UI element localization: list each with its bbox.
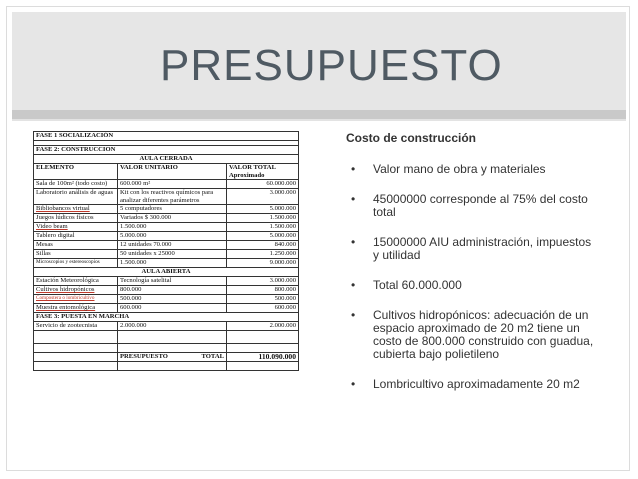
cell-total: 840.000 [227,241,299,250]
title-divider-light [12,119,626,121]
cell-total: 500.000 [227,295,299,304]
budget-table-image [33,131,305,429]
cell-elemento: Sillas [34,250,118,259]
fase2-label: FASE 2: CONSTRUCCION [34,146,299,155]
bullet-item [346,236,596,262]
cell-unitario: Tecnología satelital [118,277,227,286]
cell-total: 2.000.000 [227,322,299,331]
cell-elemento: Microscopios y estereoscopios [34,259,118,268]
table-row [34,277,299,286]
bullet-text: 15000000 AIU administración, impuestos y utilidad [373,235,592,262]
cell-unitario: 5 computadores [118,205,227,214]
table-row [34,205,299,214]
cell-total: 5.000.000 [227,205,299,214]
bullet-icon: • [351,278,356,292]
title-divider [12,110,626,119]
cell-elemento: Tablero digital [34,232,118,241]
table-row [34,295,299,304]
table-row [34,132,299,141]
cell-unitario: 12 unidades 70.000 [118,241,227,250]
table-row [34,304,299,313]
cell-unitario: Kit con los reactivos químicos para analizar diferentes parámetros [118,189,227,205]
table-row [34,189,299,205]
total-label: TOTAL [201,353,224,360]
bullet-text: Valor mano de obra y materiales [373,162,546,176]
cell-total: 800.000 [227,286,299,295]
cell-total: 1.500.000 [227,223,299,232]
table-total-row [34,353,299,362]
table-row [34,268,299,277]
table-row [34,180,299,189]
cell-total: 5.000.000 [227,232,299,241]
cell-total: 3.000.000 [227,189,299,205]
cell-unitario: 5.000.000 [118,232,227,241]
table-row [34,250,299,259]
cell-elemento: Sala de 100m² (todo costo) [34,180,118,189]
slide-title: PRESUPUESTO [160,41,503,90]
cell-total: 1.250.000 [227,250,299,259]
cell-unitario: 2.000.000 [118,322,227,331]
cell-elemento: Cultivos hidropónicos [34,286,118,295]
fase1-label: FASE 1 SOCIALIZACIÓN [34,132,299,141]
cell-total: 3.000.000 [227,277,299,286]
total-value: 110.090.000 [227,353,299,362]
presupuesto-label: PRESUPUESTO [120,353,168,360]
cell-elemento: Mesas [34,241,118,250]
fase3-label: FASE 3: PUESTA EN MARCHA [34,313,299,322]
cell-elemento: Juegos lúdicos físicos [34,214,118,223]
cell-total: 1.500.000 [227,214,299,223]
cell-elemento: Laboratorio análisis de aguas [34,189,118,205]
bullet-icon: • [351,235,356,249]
cell-unitario: 500.000 [118,295,227,304]
table-row [34,146,299,155]
header-elemento: ELEMENTO [34,164,118,180]
table-row [34,286,299,295]
bullet-text: Lombricultivo aproximadamente 20 m2 [373,377,580,391]
cell-elemento: Compostera o lombricultivo [34,295,118,304]
cell-unitario: 1.500.000 [118,259,227,268]
cell-elemento: Muestra entomológica [34,304,118,313]
bullet-text: Cultivos hidropónicos: adecuación de un espacio aproximado de 20 m2 tiene un costo de 800.000 construido con guadua, cubierta bajo polietileno [373,308,594,361]
table-row [34,155,299,164]
table-header-row [34,164,299,180]
bullet-text: 45000000 corresponde al 75% del costo total [373,192,588,219]
bullet-icon: • [351,377,356,391]
bullet-item [346,163,596,176]
cell-unitario: 600.000 [118,304,227,313]
cell-elemento: Servicio de zootecnista [34,322,118,331]
table-row [34,331,299,344]
table-row [34,214,299,223]
aula-abierta-label: AULA ABIERTA [34,268,299,277]
cell-total: 9.000.000 [227,259,299,268]
table-row [34,362,299,371]
bullet-icon: • [351,162,356,176]
header-valor-total: VALOR TOTAL Aproximado [227,164,299,180]
cell-total: 600.000 [227,304,299,313]
cell-total: 60.000.000 [227,180,299,189]
bullet-icon: • [351,308,356,322]
cell-elemento: Bibliobancos virtual [34,205,118,214]
cost-notes [346,131,596,408]
cell-unitario: 50 unidades x 25000 [118,250,227,259]
cell-unitario: 800.000 [118,286,227,295]
table-row [34,322,299,331]
aula-cerrada-label: AULA CERRADA [34,155,299,164]
budget-table [33,131,299,371]
table-row [34,313,299,322]
bullet-item [346,193,596,219]
cell-unitario: Variados $ 300.000 [118,214,227,223]
cost-heading: Costo de construcción [346,131,477,145]
bullet-item [346,378,596,391]
cell-elemento: Video beam [34,223,118,232]
table-row [34,232,299,241]
table-row [34,344,299,353]
cell-unitario: 1.500.000 [118,223,227,232]
bullet-text: Total 60.000.000 [373,278,462,292]
header-valor-unitario: VALOR UNITARIO [118,164,227,180]
table-row [34,259,299,268]
table-row [34,223,299,232]
cell-unitario: 600.000 m² [118,180,227,189]
bullet-icon: • [351,192,356,206]
cell-elemento: Estación Meteorológica [34,277,118,286]
bullet-item [346,309,596,361]
table-row [34,241,299,250]
bullet-item [346,279,596,292]
